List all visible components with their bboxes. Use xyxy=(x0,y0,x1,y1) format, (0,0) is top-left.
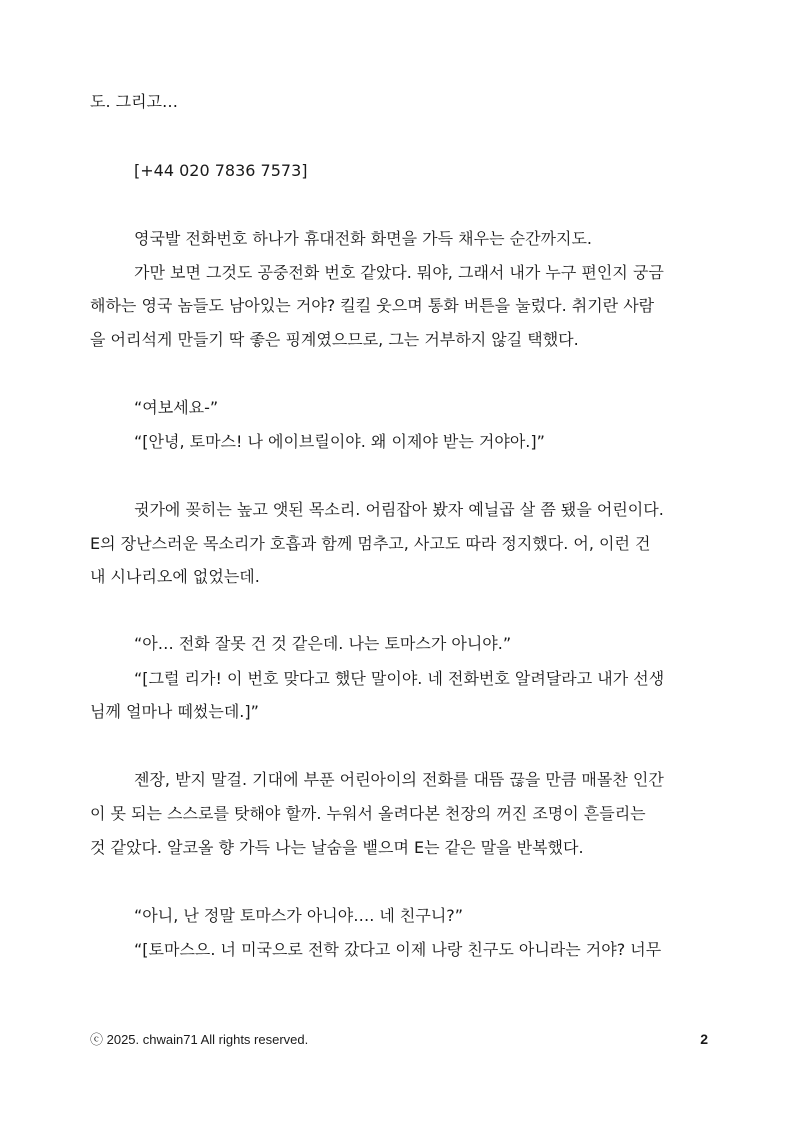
page-number: 2 xyxy=(700,1031,708,1047)
text-line: 내 시나리오에 없었는데. xyxy=(90,567,260,586)
text-line: 가만 보면 그것도 공중전화 번호 같았다. 뭐야, 그래서 내가 누구 편인지 궁금 xyxy=(134,263,664,282)
text-line: “아니, 난 정말 토마스가 아니야…. 네 친구니?” xyxy=(134,906,464,925)
text-line: “아… 전화 잘못 건 것 같은데. 나는 토마스가 아니야.” xyxy=(134,634,512,653)
text-line: 을 어리석게 만들기 딱 좋은 핑계였으므로, 그는 거부하지 않길 택했다. xyxy=(90,330,579,349)
copyright-footer: ⓒ 2025. chwain71 All rights reserved. xyxy=(90,1032,309,1047)
text-line: “[그럴 리가! 이 번호 맞다고 했단 말이야. 네 전화번호 알려달라고 내가 선생 xyxy=(134,669,665,688)
text-line: 귓가에 꽂히는 높고 앳된 목소리. 어림잡아 봤자 예닐곱 살 쯤 됐을 어린이다. xyxy=(134,500,664,519)
text-line: E의 장난스러운 목소리가 호흡과 함께 멈추고, 사고도 따라 정지했다. 어, 이런 건 xyxy=(90,534,651,553)
text-line: “[안녕, 토마스! 나 에이브릴이야. 왜 이제야 받는 거야아.]” xyxy=(134,432,545,451)
text-line: [+44 020 7836 7573] xyxy=(134,161,308,180)
text-line: 님께 얼마나 떼썼는데.]” xyxy=(90,702,259,721)
text-line: 것 같았다. 알코올 향 가득 나는 날숨을 뱉으며 E는 같은 말을 반복했다. xyxy=(90,838,584,857)
text-line: 도. 그리고… xyxy=(90,92,178,111)
text-line: “[토마스으. 너 미국으로 전학 갔다고 이제 나랑 친구도 아니라는 거야? 너무 xyxy=(134,940,662,959)
text-line: 영국발 전화번호 하나가 휴대전화 화면을 가득 채우는 순간까지도. xyxy=(134,229,593,248)
text-line: 해하는 영국 놈들도 남아있는 거야? 킬킬 웃으며 통화 버튼을 눌렀다. 취기란 사람 xyxy=(90,296,655,315)
text-line: 이 못 되는 스스로를 탓해야 할까. 누워서 올려다본 천장의 꺼진 조명이 흔들리는 xyxy=(90,804,646,823)
text-line: 젠장, 받지 말걸. 기대에 부푼 어린아이의 전화를 대뜸 끊을 만큼 매몰찬 인간 xyxy=(134,770,664,789)
text-line: “여보세요-” xyxy=(134,398,219,417)
